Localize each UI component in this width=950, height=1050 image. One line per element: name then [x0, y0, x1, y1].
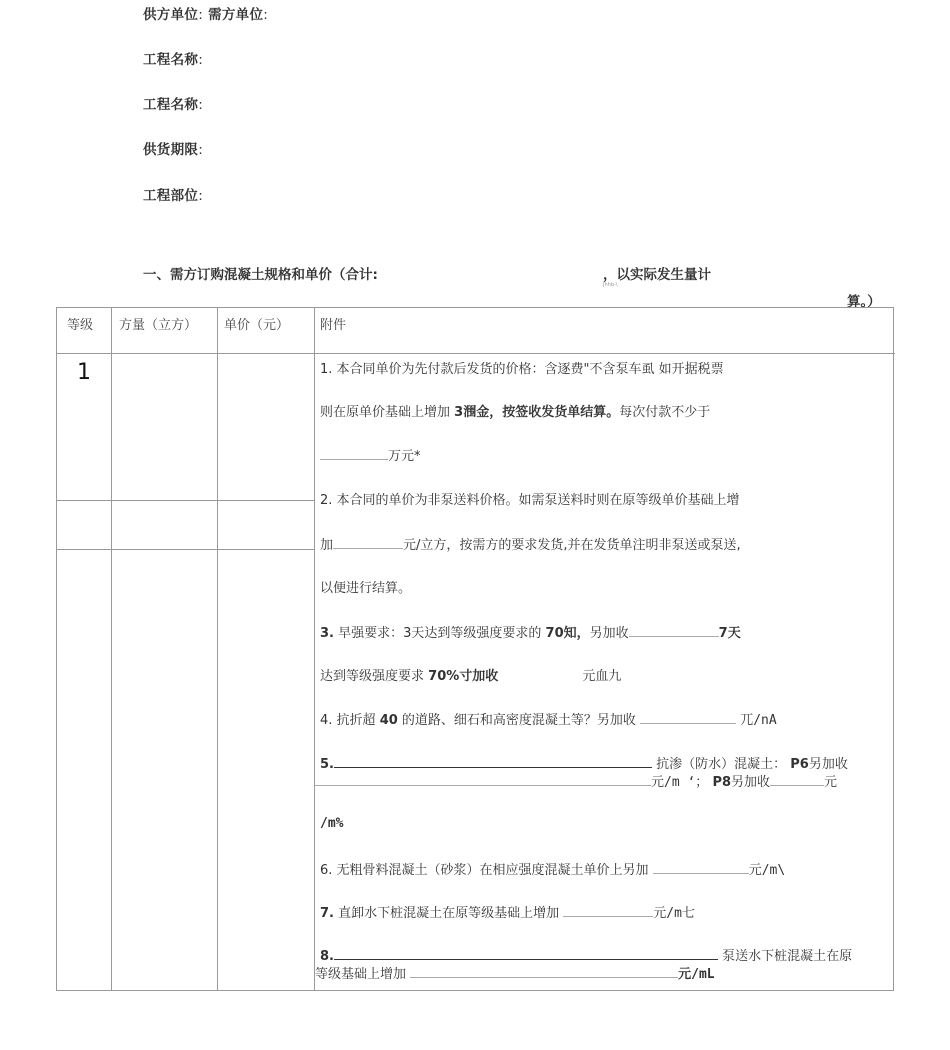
row-divider — [57, 549, 314, 550]
supply-period-line: 供货期限: — [143, 142, 204, 158]
col-divider — [111, 308, 112, 990]
note-3-line-b: 达到等级强度要求 70%寸加收 元血九 — [320, 669, 622, 684]
section-title-tail: ，以实际发生量计 — [603, 267, 711, 283]
note-7: 7. 直卸水下桩混凝土在原等级基础上增加 元/m七 — [320, 906, 695, 921]
project-name-line-1: 工程名称: — [143, 52, 204, 68]
row-divider — [57, 500, 314, 501]
note-2-line-b: 加 元/立方，按需方的要求发货,并在发货单注明非泵送或泵送, — [320, 538, 741, 553]
blank-field[interactable] — [333, 536, 403, 549]
note-1-line-c: 万元* — [320, 445, 421, 464]
blank-field[interactable] — [629, 624, 719, 637]
note-5-line-b: 元/m ‘； P8另加收 元 — [315, 771, 837, 790]
blank-field[interactable] — [563, 904, 653, 917]
note-2-line-a: 2. 本合同的单价为非泵送料价格。如需泵送料时则在原等级单价基础上增 — [320, 493, 740, 508]
grade-value: 1 — [77, 360, 91, 385]
note-1-line-a: 1. 本合同单价为先付款后发货的价格：含逐费"不含泵车虱 如开据税票 — [320, 362, 724, 377]
header-unit-price: 单价（元） — [224, 318, 290, 333]
buyer-label: 需方单位 — [208, 7, 264, 23]
price-table — [56, 307, 894, 991]
tiny-mark: Jhhb-\ — [603, 282, 618, 288]
blank-field[interactable] — [770, 773, 824, 786]
section-title-end: 算。） — [847, 294, 881, 310]
note-1-line-b: 则在原单价基础上增加 3涠金，按签收发货单结算。每次付款不少于 — [320, 405, 711, 420]
note-2-line-c: 以便进行结算。 — [320, 581, 412, 596]
blank-field[interactable] — [653, 861, 749, 874]
note-8-line-a: 8. 泵送水下桩混凝土在原 — [320, 949, 853, 964]
blank-field[interactable] — [334, 947, 718, 960]
note-4: 4. 抗折超 40 的道路、细石和高密度混凝土等？另加收 兀/nA — [320, 713, 777, 728]
supplier-label: 供方单位 — [143, 7, 199, 23]
project-part-line: 工程部位: — [143, 188, 204, 204]
note-8-line-b: 等级基础上增加 元/mL — [315, 967, 715, 982]
blank-field[interactable] — [640, 711, 736, 724]
header-quantity: 方量（立方） — [119, 318, 198, 333]
section-title: 一、需方订购混凝土规格和单价（合计: — [143, 267, 378, 283]
note-5-line-a: 5. 抗渗（防水）混凝土： P6另加收 — [320, 757, 848, 772]
col-divider — [314, 308, 315, 990]
blank-field[interactable] — [320, 447, 388, 460]
note-3-line-a: 3. 早强要求：3天达到等级强度要求的 70知，另加收 7天 — [320, 626, 741, 641]
col-divider — [217, 308, 218, 990]
header-grade: 等级 — [67, 318, 94, 333]
note-6: 6. 无粗骨料混凝土（砂浆）在相应强度混凝土单价上另加 元/m\ — [320, 863, 786, 878]
blank-field[interactable] — [410, 965, 678, 978]
header-attachment: 附件 — [320, 318, 347, 333]
project-name-line-2: 工程名称: — [143, 97, 204, 113]
header-row-divider — [57, 353, 895, 354]
blank-field[interactable] — [334, 755, 652, 768]
supplier-buyer-line: 供方单位: 需方单位: — [143, 7, 269, 23]
note-5-line-c: /m% — [320, 816, 344, 831]
blank-field[interactable] — [315, 773, 651, 786]
